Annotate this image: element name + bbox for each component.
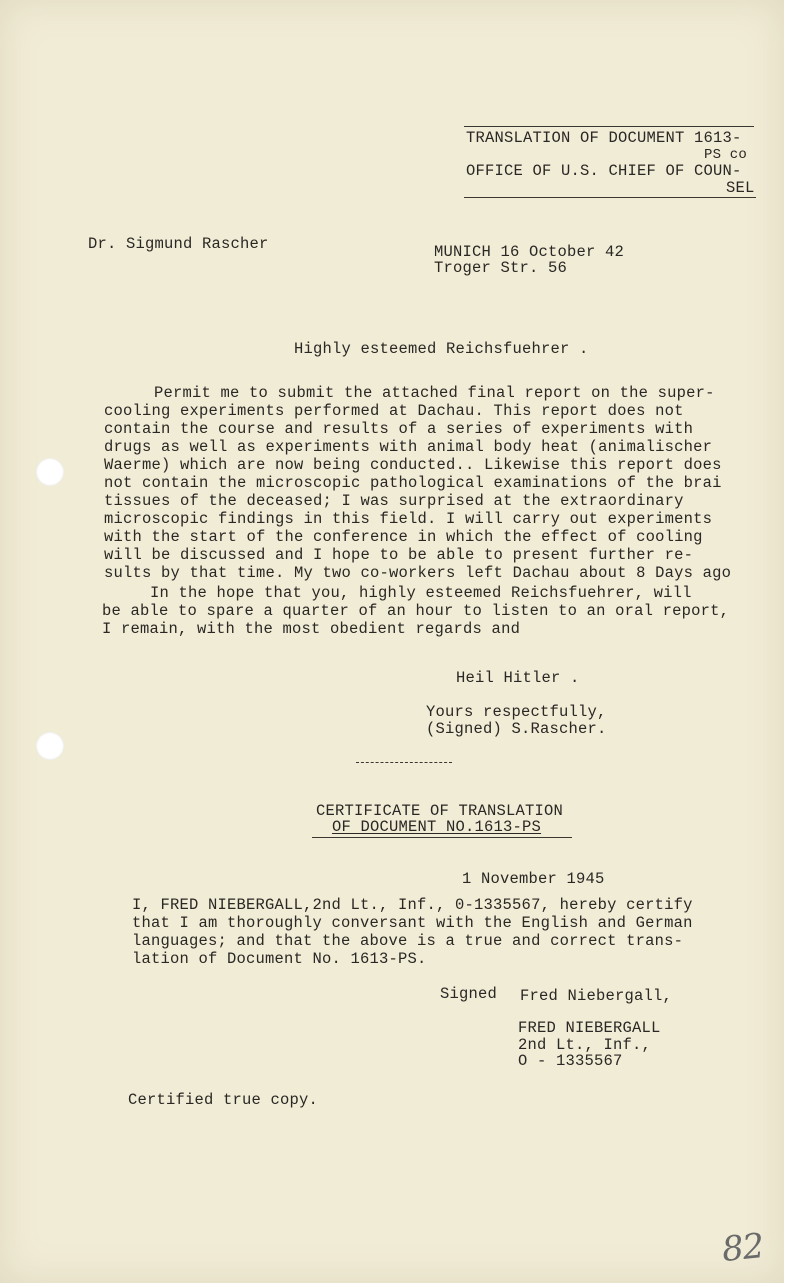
certificate-signed-name: Fred Niebergall, — [520, 987, 673, 1005]
sender-name: Dr. Sigmund Rascher — [88, 235, 269, 253]
certificate-text — [132, 898, 752, 970]
closing-respect: Yours respectfully, — [426, 703, 607, 721]
header-bottom-rule — [464, 197, 756, 198]
punch-hole-top — [36, 458, 64, 486]
header-top-rule — [464, 126, 754, 127]
body-line: will be discussed and I hope to be able to present further re- — [104, 546, 694, 564]
body-line: I remain, with the most obedient regards and — [102, 620, 521, 638]
body-line: sults by that time. My two co-workers left Dachau about 8 Days ago — [104, 564, 732, 582]
punch-hole-bottom — [36, 732, 64, 760]
certificate-line: that I am thoroughly conversant with the English and German — [132, 914, 693, 932]
body-paragraph-2 — [102, 586, 782, 646]
body-line: In the hope that you, highly esteemed Reichsfuehrer, will — [150, 584, 692, 602]
closing-greeting: Heil Hitler . — [456, 669, 580, 687]
certificate-line: I, FRED NIEBERGALL,2nd Lt., Inf., 0-1335567, hereby certify — [132, 896, 693, 914]
certified-true-copy: Certified true copy. — [128, 1091, 319, 1109]
signer-rank: 2nd Lt., Inf., — [518, 1036, 652, 1054]
certificate-title-rule — [312, 837, 572, 838]
body-line: microscopic findings in this field. I will carry out experiments — [104, 510, 713, 528]
separator-line — [356, 762, 452, 763]
body-line: drugs as well as experiments with animal body heat (animalischer — [104, 438, 713, 456]
signer-name: FRED NIEBERGALL — [518, 1019, 661, 1037]
body-line: be able to spare a quarter of an hour to listen to an oral report, — [102, 602, 730, 620]
salutation: Highly esteemed Reichsfuehrer . — [294, 340, 589, 358]
handwritten-page-number: 82 — [720, 1225, 766, 1271]
body-line: not contain the microscopic pathological examinations of the brai — [104, 474, 722, 492]
certificate-line: languages; and that the above is a true and correct trans- — [132, 932, 684, 950]
header-line2-continuation: SEL — [726, 179, 755, 197]
certificate-date: 1 November 1945 — [462, 870, 605, 888]
header-line1-continuation: PS co — [704, 147, 748, 163]
body-line: contain the course and results of a series of experiments with — [104, 420, 694, 438]
certificate-line: lation of Document No. 1613-PS. — [132, 950, 427, 968]
signer-serial: O - 1335567 — [518, 1052, 623, 1070]
header-line1: TRANSLATION OF DOCUMENT 1613- — [466, 129, 742, 147]
place-date-line1: MUNICH 16 October 42 — [434, 243, 625, 261]
body-line: with the start of the conference in which the effect of cooling — [104, 528, 703, 546]
certificate-title-line2: OF DOCUMENT NO.1613-PS — [332, 818, 542, 836]
body-line: tissues of the deceased; I was surprised at the extraordinary — [104, 492, 684, 510]
certificate-signed-label: Signed — [440, 985, 498, 1003]
place-date-line2: Troger Str. 56 — [434, 259, 568, 277]
body-line: Permit me to submit the attached final report on the super- — [154, 384, 715, 402]
body-line: cooling experiments performed at Dachau. This report does not — [104, 402, 684, 420]
body-paragraph-1 — [104, 386, 784, 586]
body-line: Waerme) which are now being conducted.. Likewise this report does — [104, 456, 722, 474]
closing-signature: (Signed) S.Rascher. — [426, 720, 607, 738]
header-line2: OFFICE OF U.S. CHIEF OF COUN- — [466, 162, 742, 180]
certificate-title-line1: CERTIFICATE OF TRANSLATION — [316, 802, 564, 820]
